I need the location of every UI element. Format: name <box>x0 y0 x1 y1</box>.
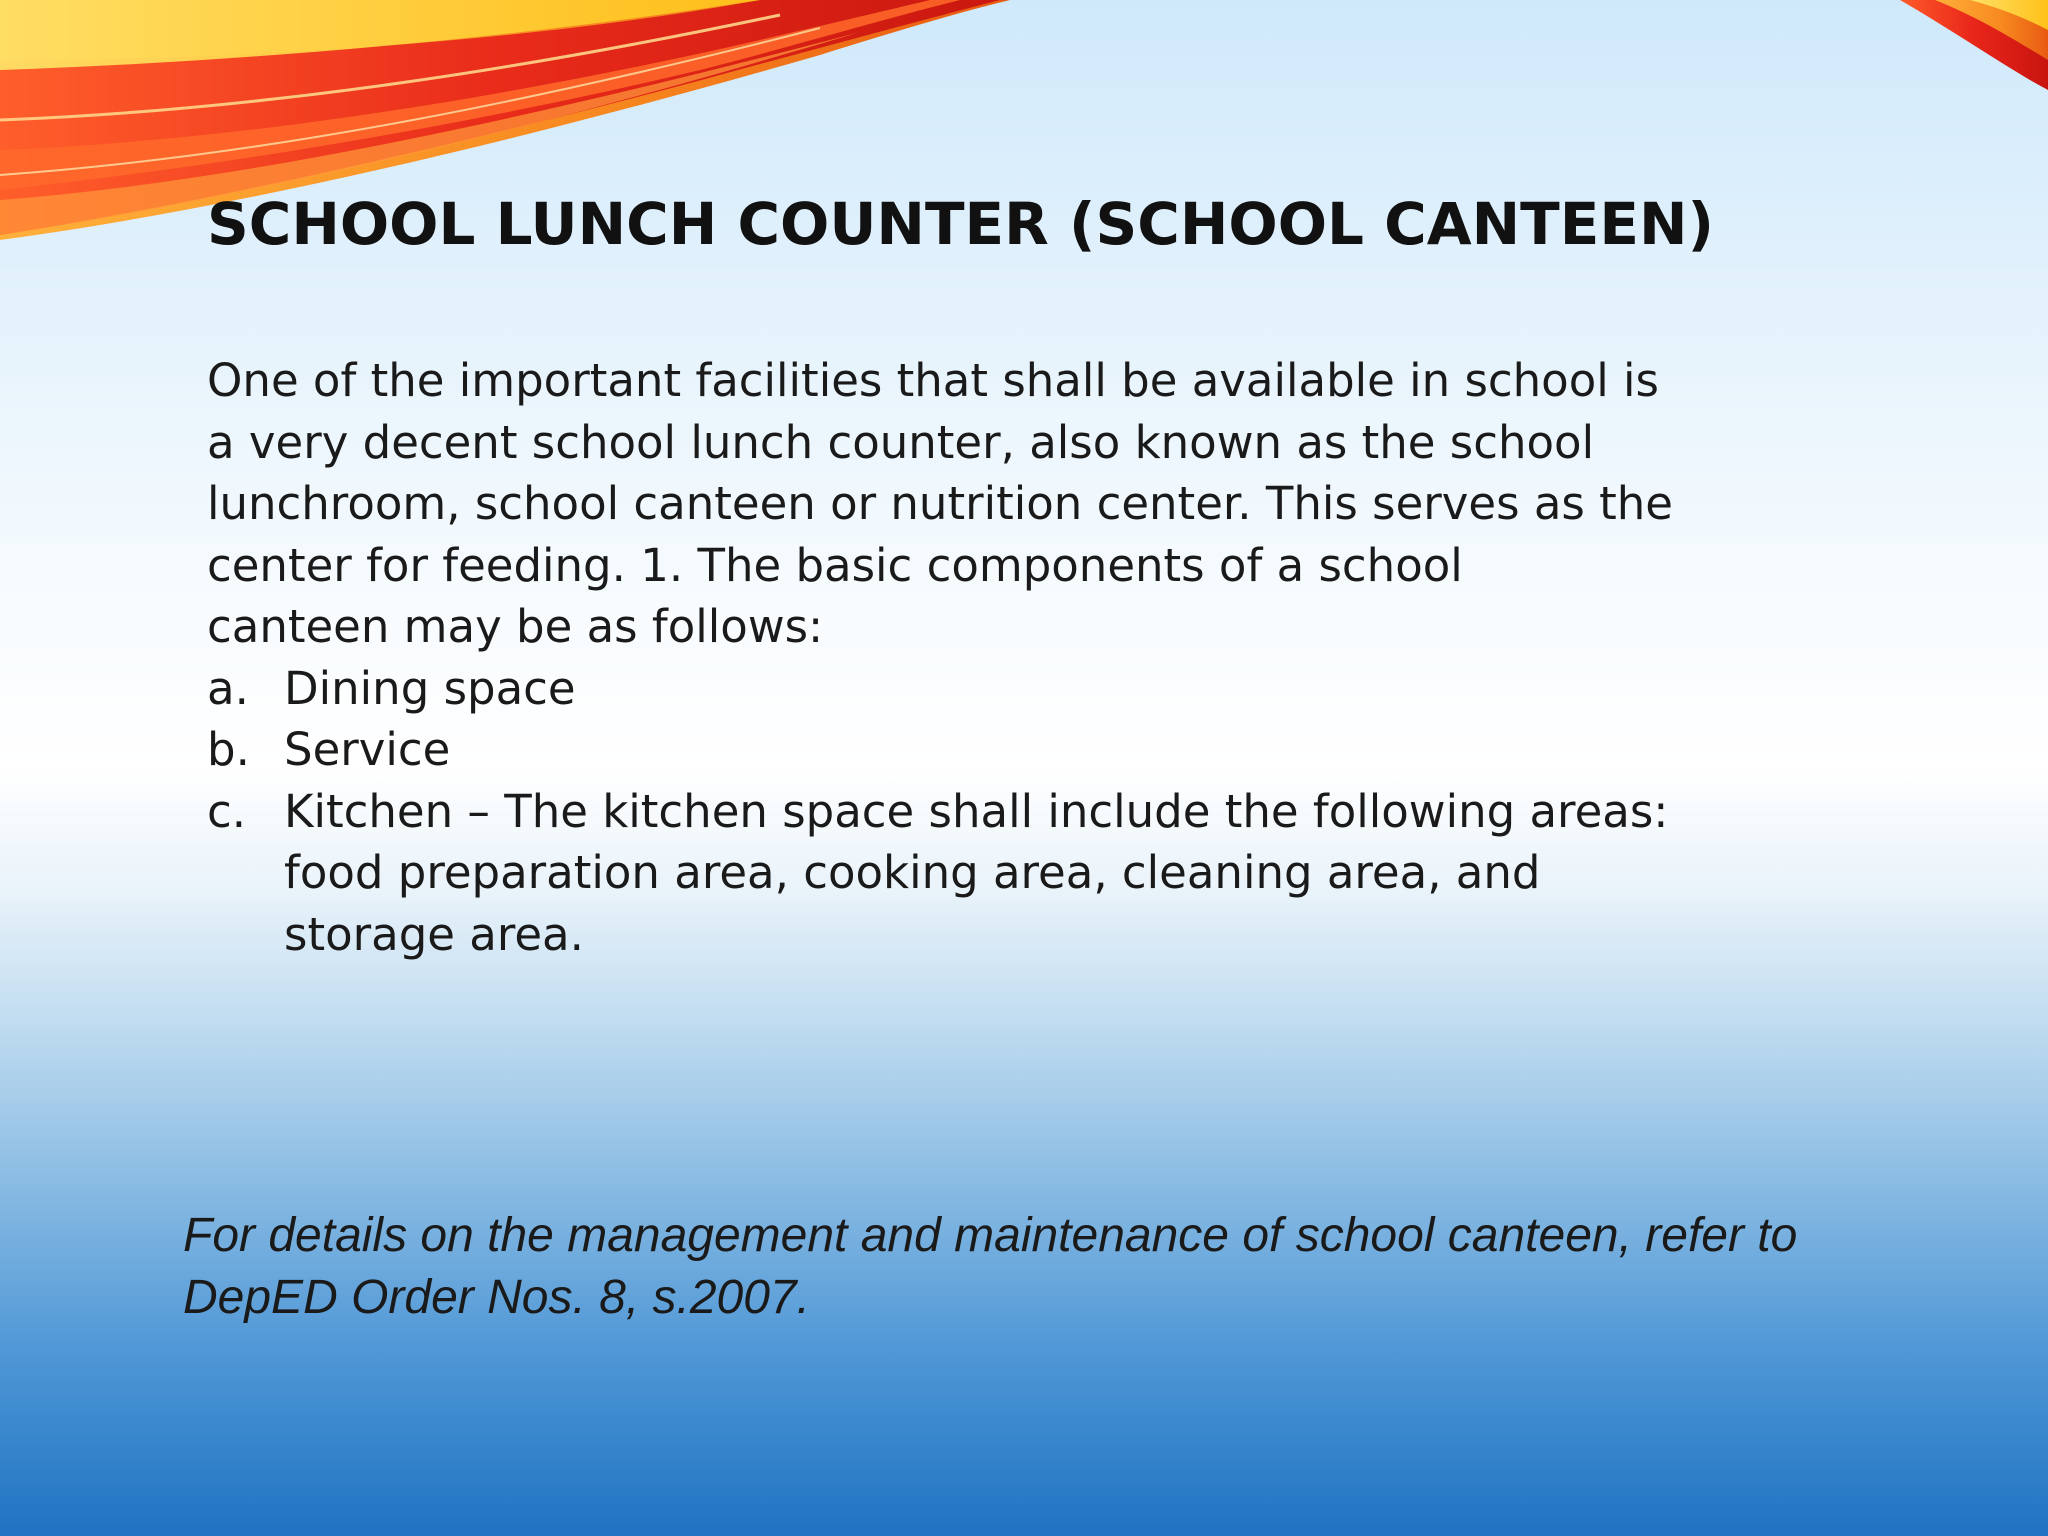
slide-body <box>207 350 1847 965</box>
list-item <box>207 781 1847 966</box>
intro-line: One of the important facilities that shall be available in school is <box>207 354 1659 407</box>
list-marker: a. <box>207 661 249 715</box>
list-item <box>207 658 1847 720</box>
list-marker: c. <box>207 784 247 838</box>
intro-line: canteen may be as follows: <box>207 600 824 653</box>
intro-line: a very decent school lunch counter, also known as the school <box>207 415 1595 469</box>
intro-line: lunchroom, school canteen or nutrition center. This serves as the <box>207 477 1673 530</box>
list-item-text: storage area. <box>284 907 584 961</box>
list-item-text: Kitchen – The kitchen space shall include the following areas: <box>284 784 1669 838</box>
footnote-line: For details on the management and maintenance of school canteen, refer to <box>183 1209 1798 1262</box>
footnote <box>183 1205 1797 1329</box>
list-item-text: Service <box>284 723 451 776</box>
list-item <box>207 719 1847 781</box>
intro-paragraph <box>207 350 1847 658</box>
list-marker: b. <box>207 723 250 776</box>
list-item-text: Dining space <box>284 661 576 715</box>
components-list <box>207 658 1847 966</box>
list-item-text: food preparation area, cooking area, cleaning area, and <box>284 846 1541 899</box>
footnote-line: DepED Order Nos. 8, s.2007. <box>183 1271 810 1324</box>
slide-title: SCHOOL LUNCH COUNTER (SCHOOL CANTEEN) <box>207 190 1715 258</box>
intro-line: center for feeding. 1. The basic components of a school <box>207 538 1463 592</box>
